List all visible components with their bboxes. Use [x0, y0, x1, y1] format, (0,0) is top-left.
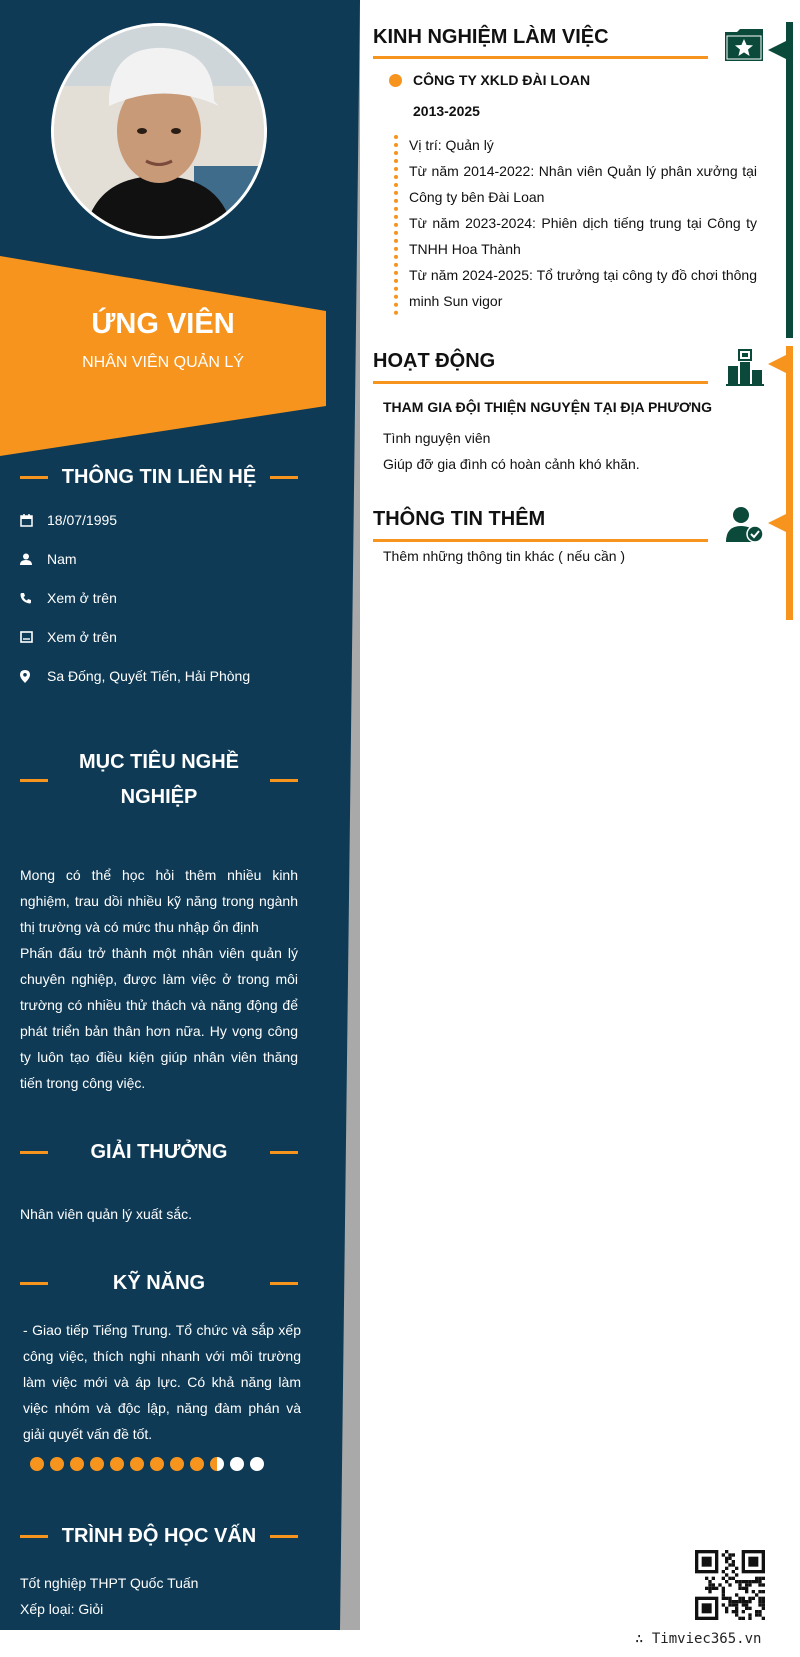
- calendar-icon: [20, 514, 47, 527]
- email-icon: [20, 631, 47, 643]
- skill-rating-dot: [210, 1457, 224, 1471]
- awards-heading: [20, 1135, 298, 1170]
- heading-dash: [20, 476, 48, 479]
- skill-rating-dot: [130, 1457, 144, 1471]
- heading-dash: [20, 779, 48, 782]
- skills-heading-text: KỸ NĂNG: [112, 1272, 206, 1294]
- contact-gender: [20, 551, 77, 567]
- skill-rating-dot: [150, 1457, 164, 1471]
- heading-dash: [20, 1151, 48, 1154]
- experience-heading: KINH NGHIỆM LÀM VIỆC: [373, 26, 609, 48]
- phone-icon: [20, 592, 47, 604]
- skill-rating: [30, 1457, 264, 1471]
- experience-period: 2013-2025: [413, 103, 480, 119]
- education-line: Xếp loại: Giỏi: [20, 1601, 104, 1617]
- experience-arrow: [768, 41, 786, 59]
- heading-dash: [270, 779, 298, 782]
- avatar-photo: [54, 26, 264, 236]
- candidate-name: ỨNG VIÊN: [91, 308, 235, 340]
- contact-email: [20, 629, 117, 645]
- objective-heading: [20, 745, 298, 815]
- heading-dash: [270, 1151, 298, 1154]
- experience-underline: [373, 56, 708, 59]
- avatar: [51, 23, 267, 239]
- experience-bullet: [389, 74, 402, 87]
- awards-heading-text: GIẢI THƯỞNG: [90, 1141, 228, 1163]
- education-line: Tốt nghiệp THPT Quốc Tuấn: [20, 1575, 199, 1591]
- skill-rating-dot: [250, 1457, 264, 1471]
- podium-icon: [726, 348, 764, 391]
- skill-rating-dot: [90, 1457, 104, 1471]
- activities-vbar: [786, 346, 793, 620]
- contact-birthday: [20, 512, 117, 528]
- contact-heading-text: THÔNG TIN LIÊN HỆ: [61, 466, 257, 488]
- skill-rating-dot: [70, 1457, 84, 1471]
- skills-heading: [20, 1266, 298, 1301]
- objective-text: Mong có thể học hỏi thêm nhiều kinh nghiệm, trau dồi nhiều kỹ năng trong ngành thị trường và có mức thu nhập ổn định Phấn đấu trở thành một nhân viên quản lý chuyên nghiệp, được làm việc ở trong môi trường có nhiều thử thách và năng động để phát triển bản thân hơn nữa. Hy vọng công ty luôn tạo điều kiện giúp nhân viên thăng tiến trong công việc.: [20, 867, 298, 1091]
- folder-star-icon: [724, 28, 764, 67]
- skill-rating-dot: [230, 1457, 244, 1471]
- heading-dash: [270, 1535, 298, 1538]
- extra-underline: [373, 539, 708, 542]
- heading-dash: [270, 1282, 298, 1285]
- contact-heading: [20, 460, 298, 495]
- heading-dash: [20, 1535, 48, 1538]
- activity-line: Giúp đỡ gia đình có hoàn cảnh khó khăn.: [383, 456, 640, 472]
- skill-rating-dot: [50, 1457, 64, 1471]
- person-icon: [20, 553, 47, 565]
- contact-email-text: Xem ở trên: [47, 629, 117, 645]
- heading-dash: [270, 476, 298, 479]
- contact-birthday-text: 18/07/1995: [47, 512, 118, 528]
- extra-heading: THÔNG TIN THÊM: [373, 508, 546, 530]
- experience-timeline: [394, 135, 398, 315]
- location-icon: [20, 670, 47, 683]
- experience-company: CÔNG TY XKLD ĐÀI LOAN: [413, 72, 591, 88]
- skills-text: - Giao tiếp Tiếng Trung. Tổ chức và sắp xếp công việc, thích nghi nhanh với môi trường làm việc mới và áp lực. Có khả năng làm việc nhóm và độc lập, năng đàm phán và giải quyết vấn đề tốt.: [23, 1322, 301, 1442]
- skill-rating-dot: [170, 1457, 184, 1471]
- awards-text: Nhân viên quản lý xuất sắc.: [20, 1206, 192, 1222]
- experience-vbar: [786, 22, 793, 338]
- candidate-title: NHÂN VIÊN QUẢN LÝ: [82, 354, 244, 371]
- activities-underline: [373, 381, 708, 384]
- skill-rating-dot: [110, 1457, 124, 1471]
- heading-dash: [20, 1282, 48, 1285]
- activities-arrow: [768, 355, 786, 373]
- contact-phone: [20, 590, 117, 606]
- education-heading: [20, 1519, 298, 1554]
- contact-phone-text: Xem ở trên: [47, 590, 117, 606]
- activities-heading: HOẠT ĐỘNG: [373, 350, 496, 372]
- activity-line: Tình nguyện viên: [383, 430, 491, 446]
- education-heading-text: TRÌNH ĐỘ HỌC VẤN: [61, 1525, 257, 1547]
- objective-heading-text: MỤC TIÊU NGHỀ NGHIỆP: [79, 751, 239, 808]
- extra-text: Thêm những thông tin khác ( nếu cần ): [383, 548, 626, 564]
- contact-gender-text: Nam: [47, 551, 77, 567]
- user-check-icon: [726, 506, 764, 549]
- experience-details: Vị trí: Quản lý Từ năm 2014-2022: Nhân viên Quản lý phân xưởng tại Công ty bên Đài Loan Từ năm 2023-2024: Phiên dịch tiếng trung tại Công ty TNHH Hoa Thành Từ năm 2024-2025: Tổ trưởng tại công ty đồ chơi thông minh Sun vigor: [409, 137, 757, 309]
- skill-rating-dot: [30, 1457, 44, 1471]
- contact-address: [20, 668, 250, 684]
- contact-address-text: Sa Đống, Quyết Tiến, Hải Phòng: [47, 668, 251, 684]
- skill-rating-dot: [190, 1457, 204, 1471]
- extra-arrow: [768, 514, 786, 532]
- footer-brand: ∴ Timviec365.vn: [635, 1631, 762, 1647]
- qr-code: [695, 1550, 765, 1625]
- activity-title: THAM GIA ĐỘI THIỆN NGUYỆN TẠI ĐỊA PHƯƠNG: [383, 399, 712, 415]
